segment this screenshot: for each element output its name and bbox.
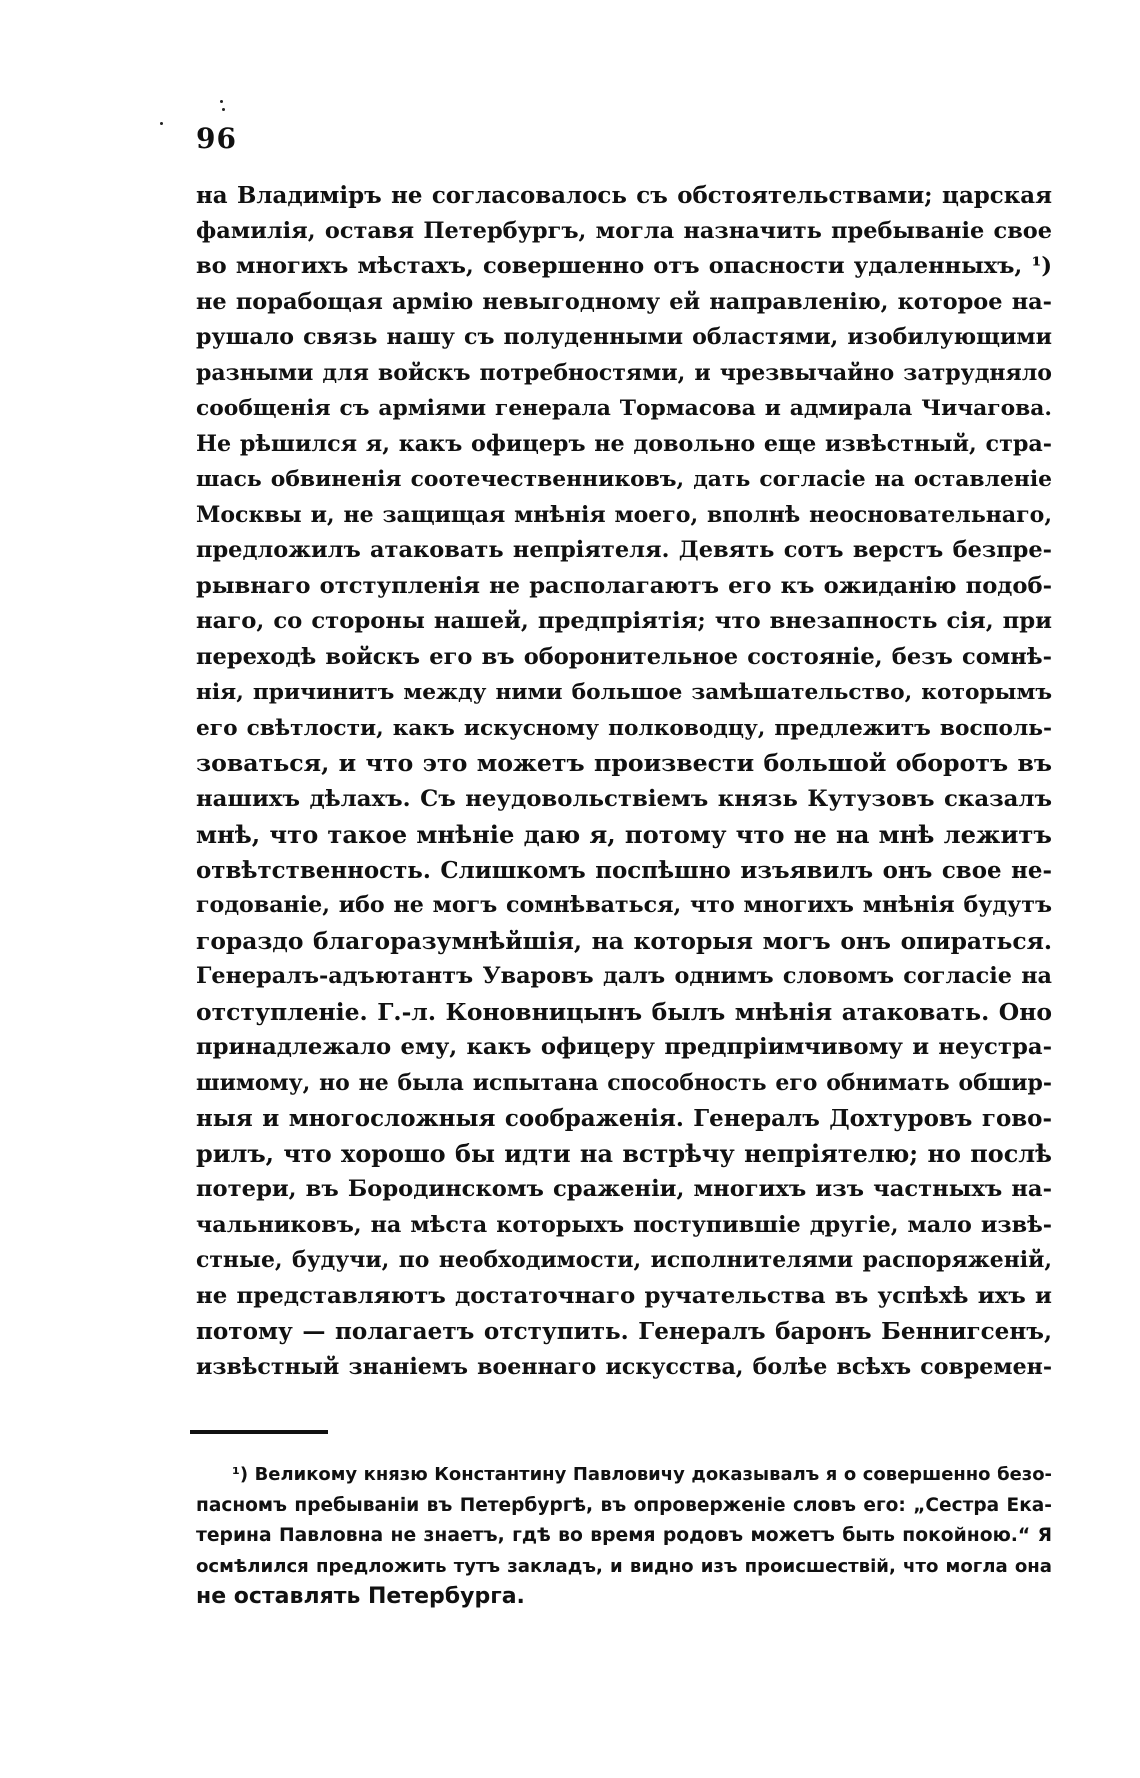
text-line: потому — полагаетъ отступить. Генералъ баронъ Беннигсенъ, [196,1318,1052,1345]
text-line: рилъ, что хорошо бы идти на встрѣчу непріятелю; но послѣ [196,1139,1052,1168]
text-line: стные, будучи, по необходимости, исполнителями распоряженій, [196,1247,1052,1273]
footnote-line: не оставлять Петербурга. [196,1584,525,1609]
footnote-line: терина Павловна не знаетъ, гдѣ во время родовъ можетъ быть покойною.“ Я [196,1525,1052,1546]
print-speck [222,108,225,111]
footnote-line: осмѣлился предложить тутъ закладъ, и видно изъ происшествій, что могла она [196,1555,1052,1577]
text-line: гораздо благоразумнѣйшія, на которыя могъ онъ опираться. [196,926,1052,955]
text-line: ныя и многосложныя соображенія. Генералъ Дохтуровъ гово- [196,1105,1052,1132]
text-line: рушало связь нашу съ полуденными областями, изобилующими [196,324,1052,350]
text-line: годованіе, ибо не могъ сомнѣваться, что многихъ мнѣнія будутъ [196,892,1052,918]
footnote-line: ¹) Великому князю Константину Павловичу доказывалъ я о совершенно безо- [232,1464,1052,1485]
text-line: потери, въ Бородинскомъ сраженіи, многихъ изъ частныхъ на- [196,1176,1052,1202]
text-line: на Владиміръ не согласовалось съ обстоятельствами; царская [196,182,1052,209]
text-line: Москвы и, не защищая мнѣнія моего, вполнѣ неосновательнаго, [196,501,1052,528]
text-line: мнѣ, что такое мнѣніе даю я, потому что не на мнѣ лежитъ [196,820,1052,849]
text-line: отступленіе. Г.-л. Коновницынъ былъ мнѣнія атаковать. Оно [196,997,1052,1026]
text-line: во многихъ мѣстахъ, совершенно отъ опасности удаленныхъ, ¹) [196,253,1052,279]
text-line: не представляютъ достаточнаго ручательства въ успѣхѣ ихъ и [196,1282,1052,1309]
text-line: рывнаго отступленія не располагаютъ его къ ожиданію подоб- [196,572,1052,599]
text-line: извѣстный знаніемъ военнаго искусства, болѣе всѣхъ современ- [196,1353,1052,1380]
page-number: 96 [196,122,237,155]
text-line: фамилія, оставя Петербургъ, могла назначить пребываніе свое [196,217,1052,244]
text-line: нія, причинитъ между ними большое замѣшательство, которымъ [196,680,1052,705]
text-line: наго, со стороны нашей, предпріятія; что внезапность сія, при [196,608,1052,634]
print-speck [220,100,223,103]
print-speck [160,122,163,125]
text-line: его свѣтлости, какъ искусному полководцу, предлежитъ восполь- [196,715,1052,741]
text-line: шась обвиненія соотечественниковъ, дать согласіе на оставленіе [196,467,1052,492]
footnote-line: пасномъ пребываніи въ Петербургѣ, въ опроверженіе словъ его: „Сестра Ека- [196,1494,1052,1516]
text-line: Генералъ-адъютантъ Уваровъ далъ однимъ словомъ согласіе на [196,963,1052,989]
text-line: отвѣтственность. Слишкомъ поспѣшно изъявилъ онъ свое не- [196,856,1052,884]
text-line: переходѣ войскъ его въ оборонительное состояніе, безъ сомнѣ- [196,643,1052,670]
text-line: зоваться, и что это можетъ произвести большой оборотъ въ [196,749,1052,777]
text-line: шимому, но не была испытана способность его обнимать обшир- [196,1069,1052,1096]
text-line: разными для войскъ потребностями, и чрезвычайно затрудняло [196,359,1052,386]
footnote-separator [190,1430,328,1434]
text-line: Не рѣшился я, какъ офицеръ не довольно еще извѣстный, стра- [196,430,1052,457]
text-line: сообщенія съ арміями генерала Тормасова и адмирала Чичагова. [196,396,1052,421]
text-line: нашихъ дѣлахъ. Съ неудовольствіемъ князь Кутузовъ сказалъ [196,785,1052,812]
text-line: предложилъ атаковать непріятеля. Девять сотъ верстъ безпре- [196,537,1052,563]
text-line: не порабощая армію невыгодному ей направленію, которое на- [196,288,1052,315]
text-line: принадлежало ему, какъ офицеру предпріимчивому и неустра- [196,1034,1052,1060]
footnote [196,1460,1052,1613]
main-text [196,178,1052,1385]
text-line: чальниковъ, на мѣста которыхъ поступившіе другіе, мало извѣ- [196,1211,1052,1238]
